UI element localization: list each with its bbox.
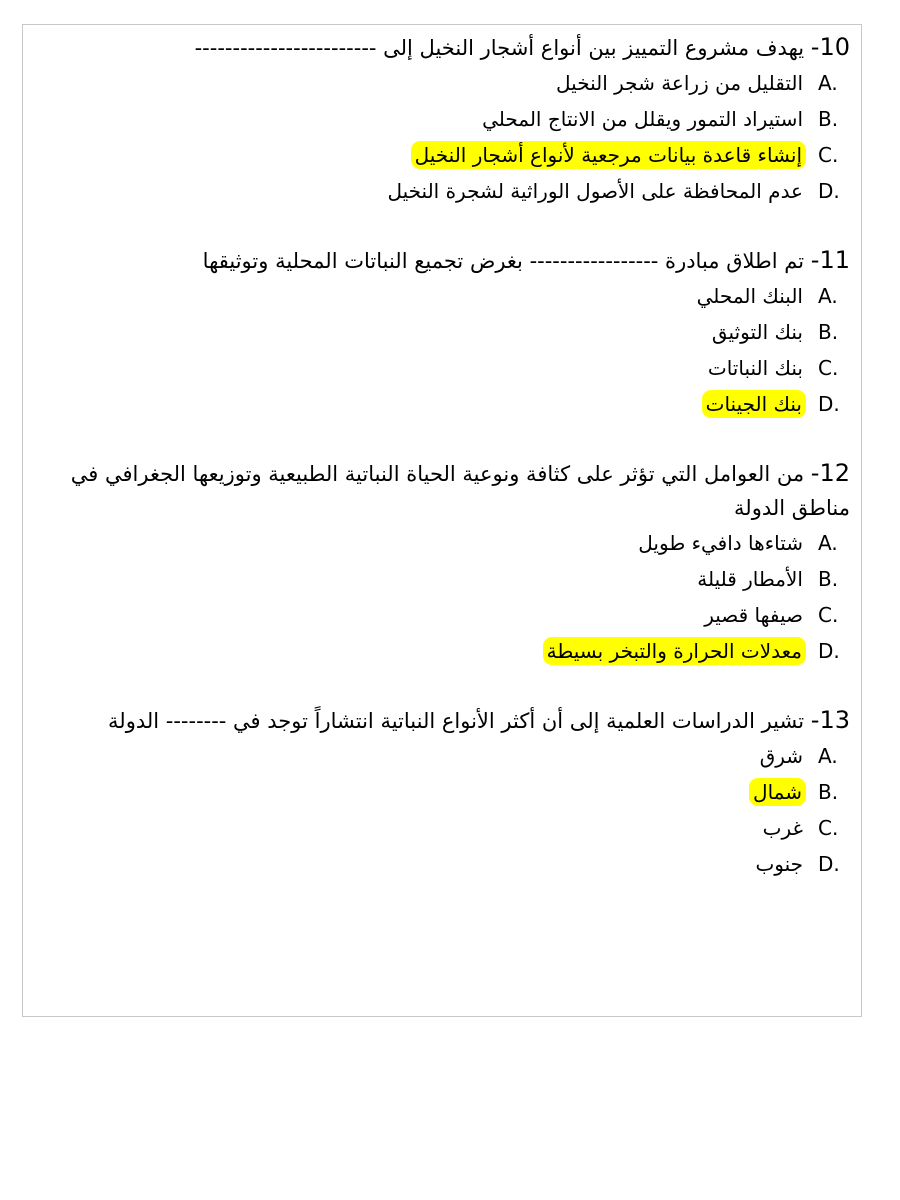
question-text [30,456,850,525]
option-d[interactable] [30,173,850,209]
option-letter: A. [818,284,838,308]
option-b[interactable] [30,314,850,350]
option-a[interactable] [30,65,850,101]
option-text-highlighted: بنك الجينات [702,390,806,418]
option-text: جنوب [755,852,803,876]
question-number: 12- [810,459,850,487]
option-a[interactable] [30,525,850,561]
question-11 [30,243,850,422]
option-text: الأمطار قليلة [697,567,803,591]
option-d[interactable] [30,846,850,882]
option-letter: A. [818,531,838,555]
option-text-highlighted: شمال [749,778,806,806]
option-d-correct[interactable] [30,633,850,669]
option-letter: C. [818,143,839,167]
question-12 [30,456,850,669]
question-number: 11- [810,246,850,274]
option-text: غرب [762,816,803,840]
option-letter: B. [818,107,839,131]
question-prompt: من العوامل التي تؤثر على كثافة ونوعية الحياة النباتية الطبيعية وتوزيعها الجغرافي في مناطق الدولة [70,462,850,520]
options-list [30,65,850,209]
option-b-correct[interactable] [30,774,850,810]
question-prompt: يهدف مشروع التمييز بين أنواع أشجار النخيل إلى ------------------------ [194,36,805,60]
option-letter: D. [818,392,840,416]
option-letter: D. [818,179,840,203]
option-letter: A. [818,71,838,95]
option-a[interactable] [30,738,850,774]
option-c[interactable] [30,597,850,633]
option-d-correct[interactable] [30,386,850,422]
option-letter: B. [818,567,839,591]
option-text: عدم المحافظة على الأصول الوراثية لشجرة النخيل [387,179,803,203]
option-text: شتاءها دافيء طويل [638,531,803,555]
option-c[interactable] [30,810,850,846]
question-number: 13- [810,706,850,734]
question-text [30,703,850,738]
option-c-correct[interactable] [30,137,850,173]
spacer [30,209,850,243]
options-list [30,278,850,422]
option-letter: B. [818,780,839,804]
option-letter: D. [818,852,840,876]
option-a[interactable] [30,278,850,314]
question-10 [30,30,850,209]
options-list [30,525,850,669]
option-text: بنك النباتات [707,356,803,380]
options-list [30,738,850,882]
question-prompt: تشير الدراسات العلمية إلى أن أكثر الأنواع النباتية انتشاراً توجد في -------- الدولة [108,709,805,733]
question-prompt: تم اطلاق مبادرة ----------------- بغرض تجميع النباتات المحلية وتوثيقها [202,249,805,273]
option-text: البنك المحلي [696,284,803,308]
question-text [30,243,850,278]
spacer [30,422,850,456]
spacer [30,669,850,703]
option-letter: C. [818,816,839,840]
question-number: 10- [810,33,850,61]
option-letter: C. [818,356,839,380]
question-text [30,30,850,65]
option-b[interactable] [30,101,850,137]
option-text-highlighted: معدلات الحرارة والتبخر بسيطة [543,637,806,665]
option-text: شرق [759,744,803,768]
option-letter: C. [818,603,839,627]
option-letter: A. [818,744,838,768]
option-text: التقليل من زراعة شجر النخيل [556,71,803,95]
option-b[interactable] [30,561,850,597]
question-13 [30,703,850,882]
option-letter: B. [818,320,839,344]
option-letter: D. [818,639,840,663]
quiz-content [30,30,850,882]
option-c[interactable] [30,350,850,386]
option-text: صيفها قصير [704,603,803,627]
option-text: بنك التوثيق [711,320,803,344]
option-text: استيراد التمور ويقلل من الانتاج المحلي [482,107,803,131]
option-text-highlighted: إنشاء قاعدة بيانات مرجعية لأنواع أشجار النخيل [411,141,806,169]
